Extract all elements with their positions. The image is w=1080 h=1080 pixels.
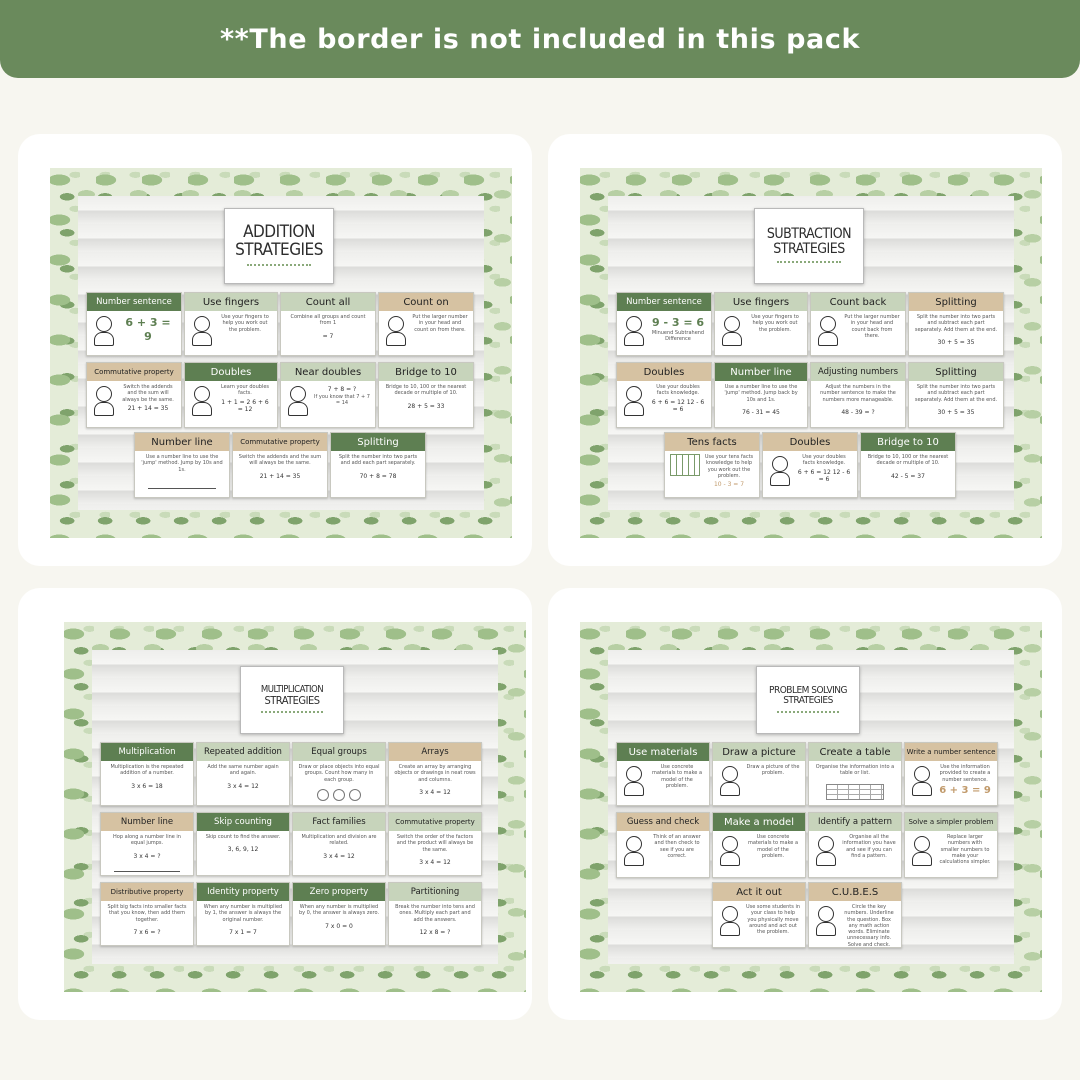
- card-text: Hop along a number line in equal jumps.: [113, 834, 181, 847]
- card-math: 3 x 4 = 12: [227, 782, 259, 790]
- card-title: Partitioning: [389, 883, 481, 901]
- card-math: 42 - 5 = 37: [891, 472, 925, 480]
- card-title: Adjusting numbers: [811, 363, 905, 381]
- ten-frame-icon: [670, 454, 700, 476]
- card-math: 3 x 4 = 12: [419, 788, 451, 796]
- card-text: Replace larger numbers with smaller numbers to make your calculations simpler.: [939, 834, 991, 865]
- card-math: 3 x 4 = ?: [133, 852, 161, 860]
- leaf-garland-icon: [247, 264, 312, 268]
- strategy-card: [616, 362, 712, 428]
- card-math: 6 + 6 = 12 12 - 6 = 6: [651, 398, 705, 413]
- number-line-icon: [114, 864, 180, 872]
- card-text: Draw or place objects into equal groups. Count how many in each group.: [298, 764, 380, 783]
- strategy-card: [196, 882, 290, 946]
- card-text: Use a number line to use the 'jump' method. Jump back by 10s and 1s.: [724, 384, 798, 403]
- strategy-card: [908, 292, 1004, 356]
- card-text: Draw a picture of the problem.: [746, 764, 800, 777]
- title-line-1: PROBLEM SOLVING: [769, 684, 847, 696]
- card-text: Break the number into tens and ones. Multiply each part and add the answers.: [395, 904, 475, 923]
- card-math: 30 + 5 = 35: [937, 408, 975, 416]
- card-title: Count back: [811, 293, 905, 311]
- strategy-card: [292, 812, 386, 876]
- panel-addition: [18, 134, 532, 566]
- card-math: 76 - 31 = 45: [742, 408, 780, 416]
- kid-illustration-icon: [622, 834, 646, 868]
- card-text: Switch the addends and the sum will always be the same.: [122, 384, 174, 403]
- strategy-card: [280, 362, 376, 428]
- card-title: Arrays: [389, 743, 481, 761]
- card-math: 7 x 0 = 0: [325, 922, 353, 930]
- strategy-card: [712, 882, 806, 948]
- card-title: Use fingers: [715, 293, 807, 311]
- title-line-1: MULTIPLICATION: [260, 684, 324, 696]
- kid-illustration-icon: [718, 764, 742, 798]
- strategy-card: [616, 812, 710, 878]
- strategy-card: [134, 432, 230, 498]
- card-title: Commutative property: [233, 433, 327, 451]
- strategy-card: [330, 432, 426, 498]
- strategy-card: [86, 292, 182, 356]
- card-text: Combine all groups and count from 1: [290, 314, 366, 327]
- card-text: Organise the information into a table or list.: [815, 764, 895, 777]
- card-math: 7 + 8 = ?: [327, 386, 357, 393]
- card-title: Number sentence: [617, 293, 711, 311]
- card-title: Skip counting: [197, 813, 289, 831]
- header-banner: [0, 0, 1080, 78]
- leaf-border: [64, 622, 526, 992]
- strategy-card: [714, 362, 808, 428]
- kid-illustration-icon: [92, 314, 116, 348]
- card-text: Minuend Subtrahend Difference: [651, 329, 705, 342]
- card-title: Write a number sentence: [905, 743, 997, 761]
- leaf-border: [580, 168, 1042, 538]
- title-line-2: STRATEGIES: [264, 694, 320, 708]
- kid-illustration-icon: [814, 834, 838, 868]
- kid-illustration-icon: [622, 764, 646, 798]
- card-title: Identity property: [197, 883, 289, 901]
- card-math: 9 - 3 = 6: [651, 316, 705, 329]
- strategy-card: [616, 292, 712, 356]
- card-text: Create an array by arranging objects or drawings in neat rows and columns.: [394, 764, 476, 783]
- strategy-card: [292, 742, 386, 806]
- strategy-card: [292, 882, 386, 946]
- strategy-card: [908, 362, 1004, 428]
- card-text: Split big facts into smaller facts that you know, then add them together.: [107, 904, 187, 923]
- card-title: Repeated addition: [197, 743, 289, 761]
- card-math: 7 x 6 = ?: [133, 928, 161, 936]
- card-title: Draw a picture: [713, 743, 805, 761]
- card-math: 48 - 39 = ?: [841, 408, 875, 416]
- card-text: Use your doubles facts knowledge.: [802, 454, 846, 467]
- card-title: Commutative property: [389, 813, 481, 831]
- card-math: 28 + 5 = 33: [407, 402, 445, 410]
- card-text: Split the number into two parts and subtract each part separately. Add them at the end.: [914, 384, 998, 403]
- strategy-card: [762, 432, 858, 498]
- strategy-card: [100, 882, 194, 946]
- card-title: Near doubles: [281, 363, 375, 381]
- title-line-2: STRATEGIES: [773, 241, 845, 257]
- kid-illustration-icon: [190, 314, 214, 348]
- strategy-card: [280, 292, 376, 356]
- strategy-card: [378, 362, 474, 428]
- strategy-card: [810, 292, 906, 356]
- card-title: Fact families: [293, 813, 385, 831]
- card-title: Number sentence: [87, 293, 181, 311]
- strategy-card: [808, 742, 902, 806]
- card-text: Multiplication and division are related.: [301, 834, 377, 847]
- card-text: Split the number into two parts and add each part separately.: [338, 454, 418, 467]
- strategy-card: [232, 432, 328, 498]
- card-title: Doubles: [617, 363, 711, 381]
- strategy-card: [808, 882, 902, 948]
- card-text: Organise all the information you have and see if you can find a pattern.: [842, 834, 896, 859]
- kid-illustration-icon: [286, 384, 310, 418]
- card-title: Splitting: [331, 433, 425, 451]
- card-math: 6 + 3 = 9: [125, 316, 171, 343]
- card-title: Identify a pattern: [809, 813, 901, 831]
- kid-illustration-icon: [92, 384, 116, 418]
- card-title: Use materials: [617, 743, 709, 761]
- card-text: Use concrete materials to make a model of the problem.: [651, 764, 703, 789]
- strategy-card: [388, 742, 482, 806]
- strategy-card: [196, 812, 290, 876]
- card-math: 21 + 14 = 35: [127, 404, 169, 412]
- card-math: 6 + 6 = 12 12 - 6 = 6: [797, 468, 851, 483]
- leaf-garland-icon: [261, 711, 322, 715]
- card-text: Use your fingers to help you work out the problem.: [751, 314, 799, 333]
- strategy-card: [616, 742, 710, 806]
- kid-illustration-icon: [768, 454, 792, 488]
- title-card: [756, 666, 860, 734]
- card-math: 12 x 8 = ?: [419, 928, 451, 936]
- card-title: Count on: [379, 293, 473, 311]
- card-title: Act it out: [713, 883, 805, 901]
- card-text: Split the number into two parts and subtract each part separately. Add them at the end.: [914, 314, 998, 333]
- kid-illustration-icon: [190, 384, 214, 418]
- strategy-card: [714, 292, 808, 356]
- card-title: Doubles: [185, 363, 277, 381]
- card-text: Put the larger number in your head and count back from there.: [844, 314, 900, 339]
- leaf-garland-icon: [777, 711, 838, 715]
- title-card: [240, 666, 344, 734]
- card-math: 1 + 1 = 2 6 + 6 = 12: [221, 398, 269, 413]
- card-title: Create a table: [809, 743, 901, 761]
- card-math: 7 x 1 = 7: [229, 928, 257, 936]
- card-title: Number line: [715, 363, 807, 381]
- card-title: Distributive property: [101, 883, 193, 901]
- card-text: Use your doubles facts knowledge.: [656, 384, 700, 397]
- strategy-card: [378, 292, 474, 356]
- strategy-card: [810, 362, 906, 428]
- kid-illustration-icon: [910, 834, 934, 868]
- card-text: Use concrete materials to make a model of the problem.: [747, 834, 799, 859]
- card-text: When any number is multiplied by 1, the answer is always the original number.: [203, 904, 283, 923]
- card-text: Multiplication is the repeated addition of a number.: [110, 764, 184, 777]
- card-math: 6 + 3 = 9: [939, 784, 991, 796]
- card-title: Splitting: [909, 363, 1003, 381]
- card-title: Guess and check: [617, 813, 709, 831]
- card-title: Zero property: [293, 883, 385, 901]
- card-title: Count all: [281, 293, 375, 311]
- kid-illustration-icon: [720, 314, 744, 348]
- leaf-border: [580, 622, 1042, 992]
- kid-illustration-icon: [814, 904, 838, 938]
- card-text: Bridge to 10, 100 or the nearest decade or multiple of 10.: [385, 384, 467, 397]
- card-title: Number line: [101, 813, 193, 831]
- strategy-card: [904, 812, 998, 878]
- card-title: Make a model: [713, 813, 805, 831]
- strategy-card: [808, 812, 902, 878]
- card-text: Think of an answer and then check to see if you are correct.: [653, 834, 701, 859]
- panel-multiplication: [18, 588, 532, 1020]
- card-text: Use your fingers to help you work out the problem.: [221, 314, 269, 333]
- card-title: Splitting: [909, 293, 1003, 311]
- panel-subtraction: [548, 134, 1062, 566]
- card-math: 3 x 4 = 12: [323, 852, 355, 860]
- kid-illustration-icon: [910, 764, 934, 798]
- card-title: Tens facts: [665, 433, 759, 451]
- strategy-card: [664, 432, 760, 498]
- strategy-card: [388, 812, 482, 876]
- title-line-1: SUBTRACTION: [766, 226, 852, 243]
- title-card: [754, 208, 864, 284]
- card-text: Add the same number again and again.: [207, 764, 279, 777]
- card-math: 30 + 5 = 35: [937, 338, 975, 346]
- card-text: Learn your doubles facts.: [220, 384, 270, 397]
- card-text: If you know that 7 + 7 = 14: [314, 393, 370, 406]
- card-title: C.U.B.E.S: [809, 883, 901, 901]
- card-text: Use some students in your class to help you physically move around and act out the problem.: [746, 904, 800, 935]
- title-line-2: STRATEGIES: [235, 240, 323, 260]
- card-text: Use your tens facts knowledge to help you work out the problem.: [704, 454, 754, 479]
- kid-illustration-icon: [622, 314, 646, 348]
- card-text: Switch the order of the factors and the product will always be the same.: [396, 834, 474, 853]
- number-line-icon: [148, 481, 215, 489]
- equal-groups-icon: [317, 789, 361, 801]
- card-title: Solve a simpler problem: [905, 813, 997, 831]
- card-text: Switch the addends and the sum will always be the same.: [238, 454, 322, 467]
- card-math: 3 x 4 = 12: [419, 858, 451, 866]
- card-title: Bridge to 10: [379, 363, 473, 381]
- card-title: Multiplication: [101, 743, 193, 761]
- strategy-card: [86, 362, 182, 428]
- card-title: Doubles: [763, 433, 857, 451]
- card-text: Put the larger number in your head and count on from there.: [412, 314, 468, 333]
- card-math: 10 - 3 = 7: [713, 481, 745, 488]
- strategy-card: [100, 812, 194, 876]
- card-math: 3, 6, 9, 12: [227, 846, 259, 854]
- strategy-card: [100, 742, 194, 806]
- card-text: Use a number line to use the 'jump' method. Jump by 10s and 1s.: [141, 454, 223, 473]
- card-math: = 7: [322, 332, 334, 340]
- card-text: Bridge to 10, 100 or the nearest decade or multiple of 10.: [867, 454, 949, 467]
- leaf-garland-icon: [777, 261, 842, 265]
- card-text: Use the information provided to create a number sentence.: [939, 764, 991, 783]
- card-text: When any number is multiplied by 0, the answer is always zero.: [298, 904, 380, 917]
- table-icon: [826, 784, 883, 800]
- panel-problem-solving: [548, 588, 1062, 1020]
- kid-illustration-icon: [622, 384, 646, 418]
- banner-text: **The border is not included in this pack: [219, 23, 861, 55]
- leaf-border: [50, 168, 512, 538]
- card-text: Skip count to find the answer.: [205, 834, 281, 840]
- card-title: Equal groups: [293, 743, 385, 761]
- card-title: Commutative property: [87, 363, 181, 381]
- title-line-2: STRATEGIES: [783, 695, 833, 706]
- strategy-card: [904, 742, 998, 806]
- title-card: [224, 208, 334, 284]
- card-math: 70 + 8 = 78: [359, 472, 397, 480]
- card-title: Use fingers: [185, 293, 277, 311]
- card-math: 3 x 6 = 18: [131, 782, 163, 790]
- strategy-card: [860, 432, 956, 498]
- card-title: Number line: [135, 433, 229, 451]
- card-math: 21 + 14 = 35: [259, 472, 301, 480]
- kid-illustration-icon: [816, 314, 840, 348]
- strategy-card: [712, 812, 806, 878]
- strategy-card: [712, 742, 806, 806]
- strategy-card: [196, 742, 290, 806]
- card-text: Circle the key numbers. Underline the question. Box any math action words. Eliminate unnecessary info. Solve and check.: [844, 904, 894, 948]
- kid-illustration-icon: [384, 314, 408, 348]
- title-line-1: ADDITION: [243, 222, 315, 243]
- strategy-card: [184, 292, 278, 356]
- strategy-card: [184, 362, 278, 428]
- kid-illustration-icon: [718, 834, 742, 868]
- card-title: Bridge to 10: [861, 433, 955, 451]
- kid-illustration-icon: [718, 904, 742, 938]
- card-text: Adjust the numbers in the number sentence to make the numbers more manageable.: [820, 384, 896, 403]
- strategy-card: [388, 882, 482, 946]
